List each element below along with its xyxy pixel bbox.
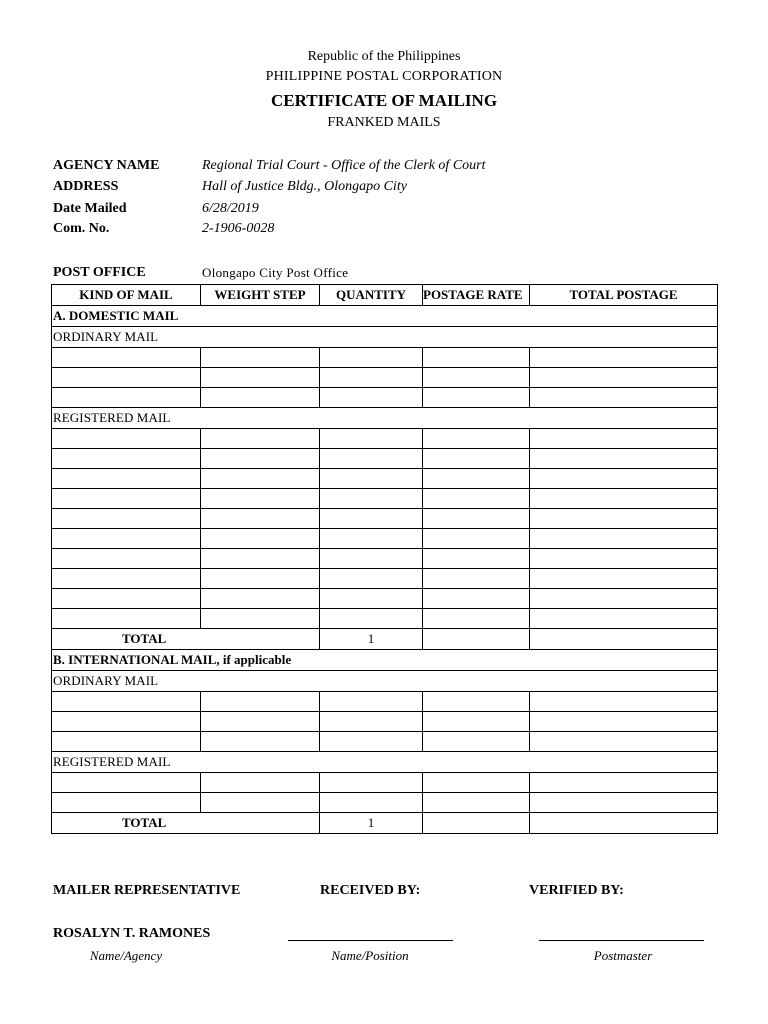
table-cell[interactable] bbox=[320, 469, 423, 489]
table-cell[interactable] bbox=[423, 712, 530, 732]
table-cell[interactable] bbox=[52, 732, 201, 752]
table-header-row bbox=[52, 285, 718, 306]
table-cell[interactable] bbox=[52, 388, 201, 408]
post-office-value: Olongapo City Post Office bbox=[202, 265, 349, 280]
table-cell[interactable] bbox=[530, 509, 718, 529]
table-cell[interactable] bbox=[530, 629, 718, 650]
table-row bbox=[52, 732, 718, 752]
verified-by-label: VERIFIED BY: bbox=[529, 883, 624, 898]
date-mailed-label: Date Mailed bbox=[53, 201, 127, 216]
agency-name-value: Regional Trial Court - Office of the Clerk of Court bbox=[202, 158, 486, 173]
table-row bbox=[52, 368, 718, 388]
received-by-label: RECEIVED BY: bbox=[320, 883, 421, 898]
table-row bbox=[52, 549, 718, 569]
mailer-name: ROSALYN T. RAMONES bbox=[53, 926, 211, 941]
table-cell[interactable] bbox=[201, 692, 320, 712]
table-cell[interactable] bbox=[423, 813, 530, 834]
table-row bbox=[52, 489, 718, 509]
table-cell[interactable] bbox=[201, 388, 320, 408]
table-cell[interactable] bbox=[320, 692, 423, 712]
table-cell[interactable] bbox=[201, 549, 320, 569]
verified-signature-line[interactable] bbox=[539, 940, 704, 941]
page-subtitle: FRANKED MAILS bbox=[327, 115, 441, 130]
section-row bbox=[52, 306, 718, 327]
table-cell[interactable] bbox=[423, 429, 530, 449]
table-cell[interactable] bbox=[423, 509, 530, 529]
table-row bbox=[52, 712, 718, 732]
table-cell[interactable] bbox=[201, 793, 320, 813]
page-title: CERTIFICATE OF MAILING bbox=[270, 91, 498, 110]
table-cell[interactable] bbox=[52, 348, 201, 368]
table-row bbox=[52, 692, 718, 712]
table-cell[interactable] bbox=[320, 569, 423, 589]
domestic-registered-label: REGISTERED MAIL bbox=[52, 408, 718, 429]
table-cell[interactable] bbox=[530, 773, 718, 793]
table-cell[interactable] bbox=[52, 469, 201, 489]
com-no-value: 2-1906-0028 bbox=[202, 221, 275, 236]
table-cell[interactable] bbox=[320, 712, 423, 732]
table-cell[interactable] bbox=[201, 712, 320, 732]
table-cell[interactable] bbox=[320, 368, 423, 388]
domestic-ordinary-label: ORDINARY MAIL bbox=[52, 327, 718, 348]
table-cell[interactable] bbox=[423, 569, 530, 589]
table-cell[interactable] bbox=[530, 712, 718, 732]
table-cell[interactable] bbox=[423, 609, 530, 629]
col-total-postage: TOTAL POSTAGE bbox=[530, 285, 718, 306]
table-cell[interactable] bbox=[530, 489, 718, 509]
table-cell[interactable] bbox=[52, 712, 201, 732]
table-cell[interactable] bbox=[52, 529, 201, 549]
table-cell[interactable] bbox=[320, 489, 423, 509]
table-cell[interactable] bbox=[201, 449, 320, 469]
table-cell[interactable] bbox=[423, 368, 530, 388]
international-total-quantity: 1 bbox=[320, 813, 423, 834]
table-cell[interactable] bbox=[423, 449, 530, 469]
table-cell[interactable] bbox=[52, 509, 201, 529]
table-cell[interactable] bbox=[530, 692, 718, 712]
table-row bbox=[52, 429, 718, 449]
table-cell[interactable] bbox=[320, 589, 423, 609]
table-row bbox=[52, 773, 718, 793]
international-ordinary-label: ORDINARY MAIL bbox=[52, 671, 718, 692]
header-corporation: PHILIPPINE POSTAL CORPORATION bbox=[265, 69, 503, 84]
table-cell[interactable] bbox=[530, 609, 718, 629]
table-cell[interactable] bbox=[320, 773, 423, 793]
table-row bbox=[52, 529, 718, 549]
col-weight-step: WEIGHT STEP bbox=[201, 285, 320, 306]
table-cell[interactable] bbox=[530, 348, 718, 368]
table-cell[interactable] bbox=[201, 609, 320, 629]
table-cell[interactable] bbox=[530, 449, 718, 469]
table-cell[interactable] bbox=[52, 549, 201, 569]
table-cell[interactable] bbox=[52, 569, 201, 589]
table-cell[interactable] bbox=[201, 368, 320, 388]
agency-name-label: AGENCY NAME bbox=[53, 158, 160, 173]
subsection-row bbox=[52, 327, 718, 348]
domestic-mail-header: A. DOMESTIC MAIL bbox=[52, 306, 718, 327]
address-value: Hall of Justice Bldg., Olongapo City bbox=[202, 179, 407, 194]
table-cell[interactable] bbox=[423, 489, 530, 509]
table-cell[interactable] bbox=[320, 449, 423, 469]
received-caption: Name/Position bbox=[331, 948, 409, 963]
table-cell[interactable] bbox=[320, 529, 423, 549]
total-row bbox=[52, 629, 718, 650]
table-cell[interactable] bbox=[52, 793, 201, 813]
table-row bbox=[52, 449, 718, 469]
table-cell[interactable] bbox=[423, 692, 530, 712]
domestic-total-quantity: 1 bbox=[320, 629, 423, 650]
mailer-representative-label: MAILER REPRESENTATIVE bbox=[53, 883, 241, 898]
table-row bbox=[52, 388, 718, 408]
table-cell[interactable] bbox=[52, 368, 201, 388]
table-cell[interactable] bbox=[320, 609, 423, 629]
total-row bbox=[52, 813, 718, 834]
table-row bbox=[52, 793, 718, 813]
table-cell[interactable] bbox=[201, 509, 320, 529]
mailer-caption: Name/Agency bbox=[89, 948, 163, 963]
table-cell[interactable] bbox=[530, 589, 718, 609]
table-cell[interactable] bbox=[52, 692, 201, 712]
table-cell[interactable] bbox=[201, 489, 320, 509]
table-cell[interactable] bbox=[52, 489, 201, 509]
table-cell[interactable] bbox=[320, 509, 423, 529]
table-cell[interactable] bbox=[423, 589, 530, 609]
international-mail-header: B. INTERNATIONAL MAIL, if applicable bbox=[52, 650, 718, 671]
table-cell[interactable] bbox=[201, 348, 320, 368]
table-cell[interactable] bbox=[320, 732, 423, 752]
table-cell[interactable] bbox=[52, 429, 201, 449]
table-cell[interactable] bbox=[423, 348, 530, 368]
table-cell[interactable] bbox=[320, 793, 423, 813]
table-cell[interactable] bbox=[201, 569, 320, 589]
post-office-label: POST OFFICE bbox=[53, 265, 146, 280]
domestic-total-label: TOTAL bbox=[52, 629, 320, 650]
table-cell[interactable] bbox=[423, 529, 530, 549]
table-cell[interactable] bbox=[423, 549, 530, 569]
table-row bbox=[52, 589, 718, 609]
date-mailed-value: 6/28/2019 bbox=[202, 201, 259, 216]
table-cell[interactable] bbox=[201, 732, 320, 752]
table-cell[interactable] bbox=[530, 569, 718, 589]
table-cell[interactable] bbox=[530, 388, 718, 408]
table-cell[interactable] bbox=[530, 529, 718, 549]
table-cell[interactable] bbox=[320, 348, 423, 368]
subsection-row bbox=[52, 408, 718, 429]
table-cell[interactable] bbox=[52, 449, 201, 469]
table-row bbox=[52, 348, 718, 368]
table-cell[interactable] bbox=[530, 469, 718, 489]
table-cell[interactable] bbox=[52, 589, 201, 609]
international-total-label: TOTAL bbox=[52, 813, 320, 834]
table-cell[interactable] bbox=[201, 589, 320, 609]
table-cell[interactable] bbox=[423, 732, 530, 752]
table-cell[interactable] bbox=[423, 629, 530, 650]
table-cell[interactable] bbox=[320, 549, 423, 569]
table-cell[interactable] bbox=[201, 469, 320, 489]
international-registered-label: REGISTERED MAIL bbox=[52, 752, 718, 773]
table-cell[interactable] bbox=[530, 368, 718, 388]
table-cell[interactable] bbox=[201, 429, 320, 449]
received-signature-line[interactable] bbox=[288, 940, 453, 941]
table-cell[interactable] bbox=[530, 732, 718, 752]
header-republic: Republic of the Philippines bbox=[307, 49, 461, 64]
com-no-label: Com. No. bbox=[53, 221, 110, 236]
col-kind-of-mail: KIND OF MAIL bbox=[52, 285, 201, 306]
table-cell[interactable] bbox=[530, 793, 718, 813]
table-row bbox=[52, 509, 718, 529]
subsection-row bbox=[52, 671, 718, 692]
table-cell[interactable] bbox=[530, 429, 718, 449]
table-cell[interactable] bbox=[530, 549, 718, 569]
mailing-table bbox=[51, 284, 718, 834]
table-cell[interactable] bbox=[423, 793, 530, 813]
table-cell[interactable] bbox=[52, 609, 201, 629]
table-cell[interactable] bbox=[320, 388, 423, 408]
table-cell[interactable] bbox=[423, 469, 530, 489]
address-label: ADDRESS bbox=[53, 179, 119, 194]
table-cell[interactable] bbox=[530, 813, 718, 834]
col-quantity: QUANTITY bbox=[320, 285, 423, 306]
table-cell[interactable] bbox=[423, 388, 530, 408]
table-row bbox=[52, 569, 718, 589]
table-cell[interactable] bbox=[201, 529, 320, 549]
section-row bbox=[52, 650, 718, 671]
table-row bbox=[52, 609, 718, 629]
subsection-row bbox=[52, 752, 718, 773]
table-cell[interactable] bbox=[423, 773, 530, 793]
table-cell[interactable] bbox=[201, 773, 320, 793]
verified-caption: Postmaster bbox=[593, 948, 653, 963]
table-cell[interactable] bbox=[52, 773, 201, 793]
table-cell[interactable] bbox=[320, 429, 423, 449]
col-postage-rate: POSTAGE RATE bbox=[423, 285, 530, 306]
table-row bbox=[52, 469, 718, 489]
